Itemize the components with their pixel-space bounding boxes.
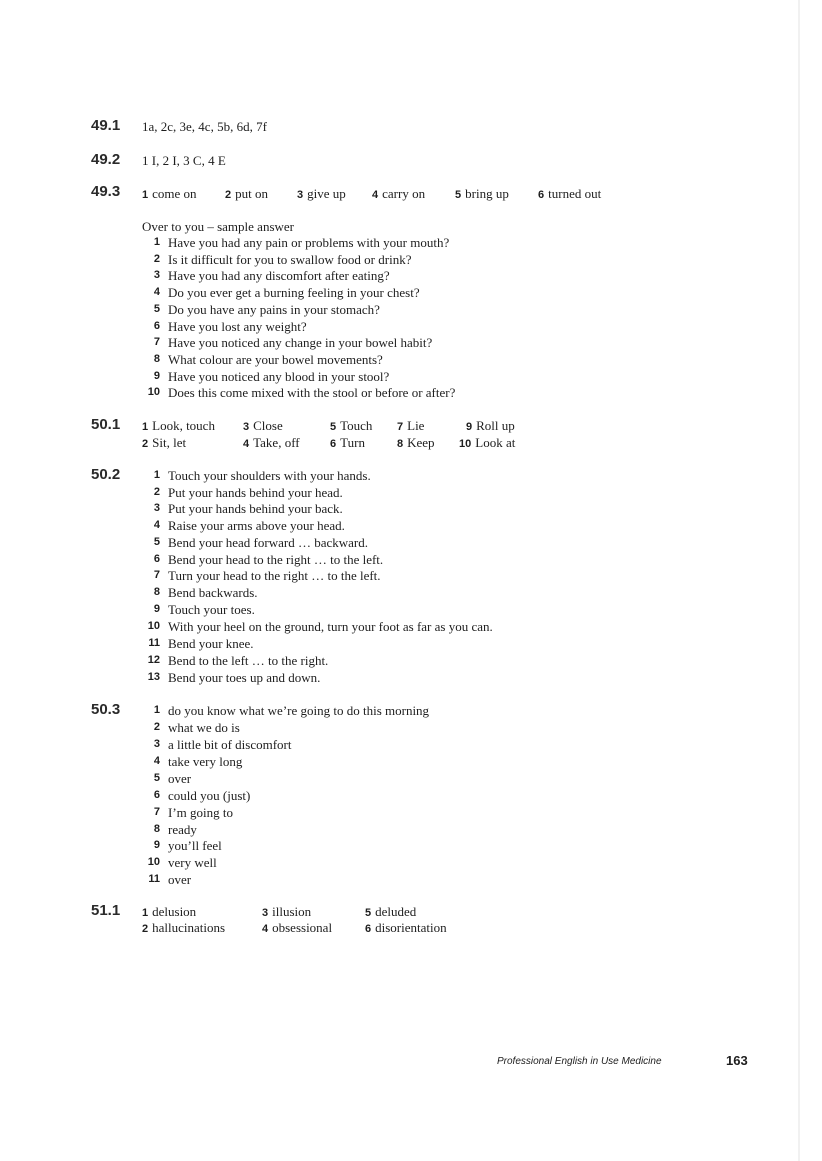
item-number: 3 <box>297 189 304 201</box>
item-number: 5 <box>153 772 160 784</box>
item-text: Roll up <box>476 418 515 433</box>
item-number: 2 <box>153 253 160 265</box>
item-text: Turn your head to the right … to the left. <box>168 568 381 583</box>
item-text: obsessional <box>272 920 333 935</box>
answer-item <box>459 435 515 451</box>
item-text: Bend your knee. <box>168 636 254 651</box>
item-number: 10 <box>147 856 160 868</box>
answer-item <box>330 418 372 434</box>
item-number: 1 <box>142 421 149 433</box>
item-text: illusion <box>272 904 312 919</box>
item-text: Is it difficult for you to swallow food or drink? <box>168 252 412 267</box>
item-number: 3 <box>153 738 160 750</box>
item-number: 5 <box>365 907 372 919</box>
item-number: 7 <box>397 421 404 433</box>
item-text: hallucinations <box>152 920 226 935</box>
item-number: 7 <box>153 336 160 348</box>
item-text: Turn <box>340 435 365 450</box>
section-number: 49.1 <box>91 117 121 134</box>
item-number: 8 <box>397 438 404 450</box>
item-number: 12 <box>147 654 160 666</box>
answer-item <box>243 418 283 434</box>
item-number: 6 <box>153 789 160 801</box>
footer-book-title: Professional English in Use Medicine <box>497 1056 662 1067</box>
item-text: what we do is <box>168 720 240 735</box>
item-text: Have you noticed any blood in your stool? <box>168 369 390 384</box>
item-text: Have you noticed any change in your bowel habit? <box>168 335 433 350</box>
item-text: bring up <box>465 186 509 201</box>
item-number: 9 <box>153 370 160 382</box>
item-text: Put your hands behind your head. <box>168 485 343 500</box>
item-text: Touch your shoulders with your hands. <box>168 468 371 483</box>
item-number: 9 <box>153 839 160 851</box>
item-number: 9 <box>466 421 473 433</box>
item-text: Bend your head to the right … to the left. <box>168 552 384 567</box>
item-text: Have you lost any weight? <box>168 319 307 334</box>
item-number: 3 <box>153 502 160 514</box>
item-text: Do you ever get a burning feeling in your chest? <box>168 285 420 300</box>
item-number: 3 <box>153 269 160 281</box>
answer-item <box>142 920 225 936</box>
item-text: Keep <box>407 435 435 450</box>
item-number: 1 <box>142 189 149 201</box>
item-number: 6 <box>365 923 372 935</box>
answer-item <box>455 186 509 202</box>
answer-item <box>142 418 215 434</box>
item-number: 7 <box>153 569 160 581</box>
section-number: 49.2 <box>91 151 121 168</box>
answer-item <box>262 920 332 936</box>
section-number: 51.1 <box>91 902 121 919</box>
item-text: Bend backwards. <box>168 585 258 600</box>
item-number: 4 <box>262 923 269 935</box>
item-number: 8 <box>153 823 160 835</box>
answer-item <box>397 418 424 434</box>
answer-item <box>297 186 346 202</box>
item-number: 2 <box>142 923 149 935</box>
answer-item <box>330 435 365 451</box>
item-number: 4 <box>243 438 250 450</box>
item-number: 8 <box>153 353 160 365</box>
section-number: 50.1 <box>91 416 121 433</box>
answer-item <box>225 186 268 202</box>
item-text: very well <box>168 855 217 870</box>
item-number: 1 <box>142 907 149 919</box>
item-number: 10 <box>459 438 472 450</box>
item-number: 1 <box>153 236 160 248</box>
item-text: Have you had any pain or problems with your mouth? <box>168 235 450 250</box>
item-number: 5 <box>455 189 462 201</box>
item-text: carry on <box>382 186 426 201</box>
item-text: Close <box>253 418 283 433</box>
answer-item <box>262 904 311 920</box>
answer-item <box>372 186 425 202</box>
item-text: Look at <box>475 435 516 450</box>
item-text: Touch your toes. <box>168 602 255 617</box>
item-text: turned out <box>548 186 602 201</box>
answer-item <box>397 435 435 451</box>
item-text: Put your hands behind your back. <box>168 501 343 516</box>
item-number: 6 <box>153 553 160 565</box>
item-number: 3 <box>262 907 269 919</box>
item-number: 6 <box>153 320 160 332</box>
page-edge <box>798 0 800 1161</box>
item-text: Have you had any discomfort after eating? <box>168 268 390 283</box>
item-text: Take, off <box>253 435 300 450</box>
answer-item <box>142 186 197 202</box>
section-number: 49.3 <box>91 183 121 200</box>
item-text: come on <box>152 186 197 201</box>
item-text: over <box>168 771 192 786</box>
item-number: 11 <box>148 873 160 885</box>
item-text: you’ll feel <box>168 838 222 853</box>
item-text: What colour are your bowel movements? <box>168 352 383 367</box>
item-number: 5 <box>330 421 337 433</box>
section-number: 50.3 <box>91 701 121 718</box>
item-number: 4 <box>153 519 160 531</box>
subheading: Over to you – sample answer <box>142 219 294 234</box>
answer-item <box>365 920 447 936</box>
item-text: give up <box>307 186 346 201</box>
item-number: 2 <box>153 721 160 733</box>
item-text: delusion <box>152 904 197 919</box>
item-text: could you (just) <box>168 788 251 803</box>
item-number: 5 <box>153 303 160 315</box>
item-text: Lie <box>407 418 425 433</box>
section-number: 50.2 <box>91 466 121 483</box>
page-number: 163 <box>726 1053 748 1068</box>
item-text: deluded <box>375 904 417 919</box>
item-text: ready <box>168 822 197 837</box>
item-number: 2 <box>153 486 160 498</box>
item-text: do you know what we’re going to do this morning <box>168 703 430 718</box>
item-number: 6 <box>330 438 337 450</box>
item-text: Raise your arms above your head. <box>168 518 345 533</box>
item-number: 2 <box>225 189 232 201</box>
item-text: Touch <box>340 418 373 433</box>
item-text: Sit, let <box>152 435 187 450</box>
item-text: Does this come mixed with the stool or before or after? <box>168 385 456 400</box>
item-number: 8 <box>153 586 160 598</box>
item-number: 1 <box>153 469 160 481</box>
answer-item <box>538 186 601 202</box>
item-text: take very long <box>168 754 243 769</box>
item-number: 3 <box>243 421 250 433</box>
item-number: 9 <box>153 603 160 615</box>
answer-item <box>365 904 416 920</box>
item-number: 10 <box>147 386 160 398</box>
item-text: Bend your toes up and down. <box>168 670 321 685</box>
item-text: I’m going to <box>168 805 233 820</box>
item-text: With your heel on the ground, turn your foot as far as you can. <box>168 619 493 634</box>
answer-item <box>466 418 515 434</box>
item-text: a little bit of discomfort <box>168 737 292 752</box>
answer-item <box>243 435 300 451</box>
item-number: 4 <box>153 755 160 767</box>
item-number: 7 <box>153 806 160 818</box>
item-text: Bend to the left … to the right. <box>168 653 329 668</box>
answer-item <box>142 435 186 451</box>
item-text: over <box>168 872 192 887</box>
item-number: 4 <box>372 189 379 201</box>
item-number: 2 <box>142 438 149 450</box>
item-number: 11 <box>148 637 160 649</box>
item-text: Look, touch <box>152 418 215 433</box>
item-number: 1 <box>153 704 160 716</box>
answer-text: 1 I, 2 I, 3 C, 4 E <box>142 153 226 168</box>
item-text: disorientation <box>375 920 447 935</box>
item-text: put on <box>235 186 268 201</box>
item-number: 10 <box>147 620 160 632</box>
item-number: 6 <box>538 189 545 201</box>
answer-item <box>142 904 196 920</box>
item-number: 5 <box>153 536 160 548</box>
item-text: Do you have any pains in your stomach? <box>168 302 380 317</box>
item-number: 4 <box>153 286 160 298</box>
item-number: 13 <box>147 671 160 683</box>
answer-text: 1a, 2c, 3e, 4c, 5b, 6d, 7f <box>142 119 267 134</box>
item-text: Bend your head forward … backward. <box>168 535 368 550</box>
